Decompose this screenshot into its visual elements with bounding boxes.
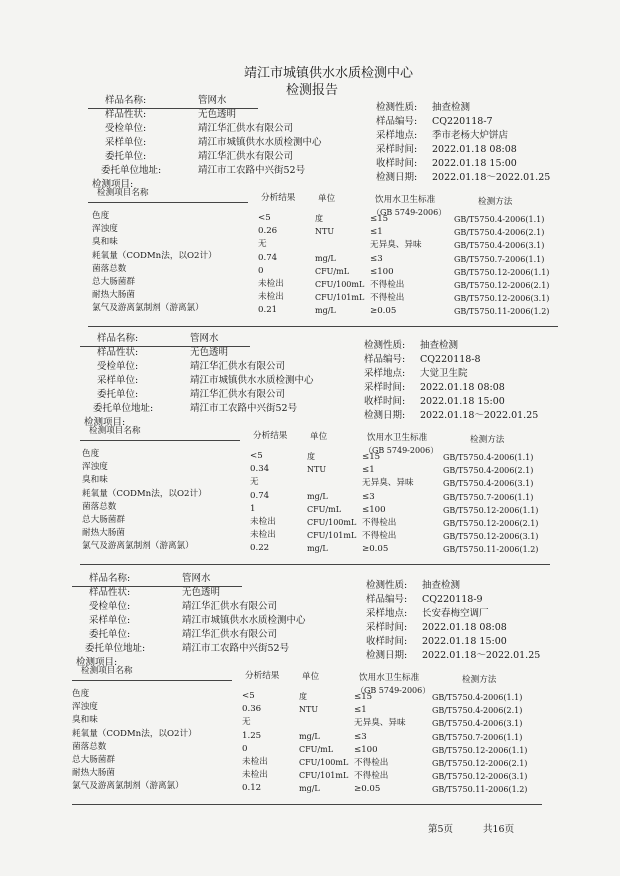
- block-1-item-method: GB/T5750.11-2006(1.2): [454, 307, 550, 317]
- block-2-value-address: 靖江市工农路中兴街52号: [190, 403, 298, 414]
- block-3-label-test-items: 检测项目:: [76, 657, 118, 668]
- block-1-item-name: 耗氧量（CODMn法，以O2计）: [92, 250, 217, 261]
- block-1-label-client-address: 委托单位地址:: [101, 165, 162, 176]
- block-3-item-unit: 度: [299, 692, 307, 701]
- block-1-item-result: 无: [258, 239, 267, 250]
- block-2-item-result: 未检出: [250, 530, 276, 541]
- block-3-item-method: GB/T5750.4-2006(3.1): [432, 719, 523, 729]
- block-2-label-sample-unit: 受检单位:: [97, 361, 139, 372]
- block-1-value-test-date: 2022.01.18～2022.01.25: [432, 172, 551, 183]
- block-2-item-method: GB/T5750.12-2006(2.1): [443, 519, 539, 528]
- block-1-item-name: 浑浊度: [92, 224, 118, 235]
- block-2-item-method: GB/T5750.7-2006(1.1): [443, 492, 534, 502]
- block-3-label-sample-name: 样品名称:: [89, 573, 131, 584]
- block-2-item-standard: 不得检出: [362, 531, 397, 542]
- block-1-header-item: 检测项目名称: [97, 188, 149, 198]
- block-2-item-standard: ≤1: [362, 465, 375, 476]
- block-1-item-method: GB/T5750.4-2006(2.1): [454, 228, 545, 238]
- block-3-item-name: 浑浊度: [72, 702, 98, 713]
- block-2-item-method: GB/T5750.12-2006(1.1): [443, 505, 539, 515]
- block-1-item-result: 0: [258, 265, 264, 276]
- block-3-item-standard: ≥0.05: [354, 784, 381, 795]
- block-2-value-sampler: 靖江市城镇供水水质检测中心: [190, 375, 314, 386]
- block-2-item-method: GB/T5750.12-2006(3.1): [443, 532, 539, 542]
- block-1-header-standard-code: （GB 5749-2006）: [372, 208, 447, 217]
- block-3-item-standard: ≤3: [354, 731, 367, 742]
- block-2-value-receive-time: 2022.01.18 15:00: [420, 396, 505, 407]
- block-3-header-item: 检测项目名称: [81, 666, 133, 676]
- report-title: 检测报告: [286, 83, 339, 98]
- block-2-item-result: 0.74: [250, 490, 270, 501]
- block-2-label-sample-nature: 样品性状:: [97, 347, 139, 358]
- block-2-item-name: 耗氧量（CODMn法，以O2计）: [82, 488, 207, 499]
- block-1-value-receive-time: 2022.01.18 15:00: [432, 158, 517, 169]
- block-1-item-name: 氯气及游离氯制剂（游离氯）: [92, 303, 204, 314]
- block-2-header-item: 检测项目名称: [89, 426, 141, 436]
- block-3-header-unit: 单位: [302, 672, 320, 682]
- block-3-label-sampling-unit: 采样单位:: [89, 615, 131, 626]
- block-2-value-test-nature: 抽查检测: [420, 340, 459, 351]
- block-2-label-sampling-unit: 采样单位:: [97, 375, 139, 386]
- block-1-item-standard: ≤3: [370, 253, 383, 264]
- block-2-header-result: 分析结果: [253, 431, 288, 441]
- block-3-item-name: 臭和味: [72, 715, 98, 726]
- block-3-label-test-nature: 检测性质:: [366, 580, 408, 591]
- block-1-header-standard: 饮用水卫生标准: [375, 195, 436, 205]
- block-3-item-method: GB/T5750.12-2006(3.1): [432, 772, 528, 782]
- block-2-value-nature: 无色透明: [190, 347, 229, 358]
- block-3-item-standard: ≤1: [354, 705, 367, 716]
- block-1-item-unit: mg/L: [315, 253, 336, 263]
- block-2-item-result: 未检出: [250, 517, 276, 527]
- block-3-header-result: 分析结果: [245, 671, 280, 681]
- block-2-item-result: 无: [250, 477, 259, 488]
- block-1-header-unit: 单位: [318, 194, 336, 204]
- block-1-item-result: 未检出: [258, 292, 284, 303]
- block-3-label-client-unit: 委托单位:: [89, 629, 131, 640]
- block-1-item-standard: ≥0.05: [370, 306, 397, 317]
- block-2-item-standard: ≤3: [362, 491, 375, 502]
- block-2-item-result: 0.22: [250, 543, 270, 554]
- block-1-value-sampling-time: 2022.01.18 08:08: [432, 144, 517, 155]
- block-2-header-unit: 单位: [310, 432, 328, 442]
- block-2-item-result: <5: [250, 451, 263, 461]
- block-2-item-name: 耐热大肠菌: [82, 528, 125, 539]
- block-2-label-test-date: 检测日期:: [364, 410, 406, 421]
- block-2-item-name: 总大肠菌群: [82, 515, 125, 525]
- block-1-bottom-rule: [88, 326, 558, 327]
- block-2-item-method: GB/T5750.4-2006(1.1): [443, 453, 534, 462]
- block-3-value-nature: 无色透明: [182, 587, 221, 598]
- block-2-value-sample-no: CQ220118-8: [420, 354, 481, 365]
- block-1-item-method: GB/T5750.12-2006(3.1): [454, 294, 550, 304]
- block-2-label-sampling-time: 采样时间:: [364, 382, 406, 393]
- block-3-item-method: GB/T5750.7-2006(1.1): [432, 732, 523, 742]
- block-1-label-sample-no: 样品编号:: [376, 116, 418, 127]
- page-total: 共16页: [483, 824, 515, 835]
- block-1-item-name: 耐热大肠菌: [92, 290, 135, 301]
- block-1-item-standard: 无异臭、异味: [370, 240, 422, 251]
- block-3-label-sample-no: 样品编号:: [366, 594, 408, 605]
- block-1-value-address: 靖江市工农路中兴街52号: [198, 165, 306, 176]
- block-3-label-sampling-site: 采样地点:: [366, 608, 408, 619]
- block-2-item-unit: CFU/mL: [307, 504, 342, 514]
- block-2-item-standard: 不得检出: [362, 518, 397, 528]
- block-2-label-client-address: 委托单位地址:: [93, 403, 154, 414]
- block-3-item-method: GB/T5750.4-2006(2.1): [432, 706, 523, 716]
- block-1-item-unit: mg/L: [315, 306, 336, 316]
- block-1-label-sampling-site: 采样地点:: [376, 130, 418, 141]
- block-3-header-method: 检测方法: [462, 675, 497, 685]
- block-2-item-unit: NTU: [307, 465, 327, 475]
- block-2-item-result: 0.34: [250, 464, 270, 475]
- block-1-item-unit: 度: [315, 214, 323, 223]
- block-1-item-result: <5: [258, 213, 271, 223]
- block-1-value-unit: 靖江华汇供水有限公司: [198, 123, 294, 134]
- block-2-item-unit: mg/L: [307, 544, 328, 554]
- block-1-item-unit: CFU/mL: [315, 266, 350, 276]
- block-1-value-test-nature: 抽查检测: [432, 102, 471, 113]
- block-3-value-sampler: 靖江市城镇供水水质检测中心: [182, 615, 306, 626]
- block-1-item-name: 色度: [92, 211, 110, 221]
- block-1-value-site: 季市老杨大炉饼店: [432, 130, 509, 141]
- block-1-label-sample-name: 样品名称:: [105, 95, 147, 106]
- block-2-item-standard: ≤100: [362, 504, 386, 515]
- block-3-item-result: <5: [242, 691, 255, 701]
- block-1-header-result: 分析结果: [261, 193, 296, 203]
- block-3-item-result: 0.12: [242, 783, 262, 794]
- block-2-value-sampling-time: 2022.01.18 08:08: [420, 382, 505, 393]
- block-2-label-test-nature: 检测性质:: [364, 340, 406, 351]
- block-3-item-standard: 不得检出: [354, 758, 389, 768]
- block-1-item-standard: 不得检出: [370, 293, 405, 304]
- block-2-label-test-items: 检测项目:: [84, 417, 126, 428]
- block-3-item-name: 氯气及游离氯制剂（游离氯）: [72, 781, 184, 792]
- block-3-value-site: 长安春梅空调厂: [422, 608, 489, 619]
- block-1-label-sample-nature: 样品性状:: [105, 109, 147, 120]
- block-2-item-standard: ≤15: [362, 452, 381, 462]
- block-3-item-name: 总大肠菌群: [72, 755, 115, 765]
- block-3-item-name: 耐热大肠菌: [72, 768, 115, 779]
- block-2-header-standard: 饮用水卫生标准: [367, 433, 428, 443]
- block-3-header-standard: 饮用水卫生标准: [359, 673, 420, 683]
- block-2-item-method: GB/T5750.4-2006(2.1): [443, 466, 534, 476]
- block-1-item-result: 0.74: [258, 252, 278, 263]
- block-1-item-method: GB/T5750.12-2006(1.1): [454, 267, 550, 277]
- block-1-item-unit: CFU/101mL: [315, 293, 365, 303]
- block-3-item-name: 耗氧量（CODMn法，以O2计）: [72, 728, 197, 739]
- block-2-item-unit: 度: [307, 452, 315, 461]
- block-1-item-unit: CFU/100mL: [315, 280, 365, 289]
- block-3-item-standard: 无异臭、异味: [354, 718, 406, 729]
- block-2-item-name: 色度: [82, 449, 100, 459]
- block-1-label-test-date: 检测日期:: [376, 172, 418, 183]
- block-2-label-sample-name: 样品名称:: [97, 333, 139, 344]
- block-3-label-sample-nature: 样品性状:: [89, 587, 131, 598]
- block-2-label-sampling-site: 采样地点:: [364, 368, 406, 379]
- block-1-item-standard: ≤100: [370, 266, 394, 277]
- block-3-item-method: GB/T5750.12-2006(1.1): [432, 745, 528, 755]
- block-1-item-standard: ≤1: [370, 227, 383, 238]
- block-2-item-unit: mg/L: [307, 491, 328, 501]
- block-1-label-receive-time: 收样时间:: [376, 158, 418, 169]
- block-1-header-method: 检测方法: [478, 197, 513, 207]
- block-1-label-test-items: 检测项目:: [92, 179, 134, 190]
- block-3-item-result: 0: [242, 743, 248, 754]
- block-3-item-method: GB/T5750.12-2006(2.1): [432, 759, 528, 768]
- block-1-value-sampler: 靖江市城镇供水水质检测中心: [198, 137, 322, 148]
- block-2-value-site: 大觉卫生院: [420, 368, 468, 379]
- block-3-label-client-address: 委托单位地址:: [85, 643, 146, 654]
- block-2-value-name: 管网水: [190, 333, 219, 344]
- block-2-value-client: 靖江华汇供水有限公司: [190, 389, 286, 400]
- block-1-label-client-unit: 委托单位:: [105, 151, 147, 162]
- block-3-value-unit: 靖江华汇供水有限公司: [182, 601, 278, 612]
- block-3-item-result: 1.25: [242, 730, 262, 741]
- block-2-item-unit: CFU/101mL: [307, 531, 357, 541]
- block-3-label-sampling-time: 采样时间:: [366, 622, 408, 633]
- block-3-header-rule: [72, 680, 232, 681]
- block-3-value-test-nature: 抽查检测: [422, 580, 461, 591]
- block-3-label-test-date: 检测日期:: [366, 650, 408, 661]
- block-2-item-method: GB/T5750.11-2006(1.2): [443, 545, 539, 555]
- block-1-item-unit: NTU: [315, 227, 335, 237]
- block-1-item-result: 0.26: [258, 226, 278, 237]
- block-3-item-unit: CFU/101mL: [299, 771, 349, 781]
- block-1-item-result: 未检出: [258, 279, 284, 289]
- block-2-item-name: 氯气及游离氯制剂（游离氯）: [82, 541, 194, 552]
- block-3-label-sample-unit: 受检单位:: [89, 601, 131, 612]
- block-2-bottom-rule: [80, 564, 550, 565]
- block-2-item-result: 1: [250, 503, 256, 514]
- block-1-label-test-nature: 检测性质:: [376, 102, 418, 113]
- block-2-item-standard: ≥0.05: [362, 544, 389, 555]
- block-3-value-receive-time: 2022.01.18 15:00: [422, 636, 507, 647]
- block-3-value-sampling-time: 2022.01.18 08:08: [422, 622, 507, 633]
- block-1-item-method: GB/T5750.4-2006(3.1): [454, 241, 545, 251]
- block-1-label-sampling-time: 采样时间:: [376, 144, 418, 155]
- block-1-item-method: GB/T5750.12-2006(2.1): [454, 281, 550, 290]
- block-2-label-client-unit: 委托单位:: [97, 389, 139, 400]
- block-1-label-sampling-unit: 采样单位:: [105, 137, 147, 148]
- block-2-label-sample-no: 样品编号:: [364, 354, 406, 365]
- block-3-item-standard: ≤15: [354, 692, 373, 702]
- block-3-value-test-date: 2022.01.18～2022.01.25: [422, 650, 541, 661]
- block-2-header-rule: [80, 440, 240, 441]
- block-3-value-name: 管网水: [182, 573, 211, 584]
- block-3-item-result: 0.36: [242, 704, 262, 715]
- block-3-item-unit: CFU/100mL: [299, 758, 349, 767]
- block-3-bottom-rule: [72, 804, 542, 805]
- block-2-item-name: 菌落总数: [82, 501, 117, 512]
- block-3-item-result: 未检出: [242, 770, 268, 781]
- block-2-header-method: 检测方法: [470, 435, 505, 445]
- block-2-value-unit: 靖江华汇供水有限公司: [190, 361, 286, 372]
- block-3-label-receive-time: 收样时间:: [366, 636, 408, 647]
- block-2-value-test-date: 2022.01.18～2022.01.25: [420, 410, 539, 421]
- block-1-item-method: GB/T5750.4-2006(1.1): [454, 215, 545, 224]
- block-3-value-client: 靖江华汇供水有限公司: [182, 629, 278, 640]
- block-3-header-standard-code: （GB 5749-2006）: [356, 686, 431, 695]
- block-1-value-client: 靖江华汇供水有限公司: [198, 151, 294, 162]
- block-3-item-method: GB/T5750.11-2006(1.2): [432, 785, 528, 795]
- block-3-item-standard: 不得检出: [354, 771, 389, 782]
- block-1-item-standard: 不得检出: [370, 280, 405, 290]
- block-2-item-name: 臭和味: [82, 475, 108, 486]
- block-3-item-name: 菌落总数: [72, 741, 107, 752]
- block-3-item-standard: ≤100: [354, 744, 378, 755]
- block-2-item-name: 浑浊度: [82, 462, 108, 473]
- block-2-header-standard-code: （GB 5749-2006）: [364, 446, 439, 455]
- page-number: 第5页: [428, 824, 454, 835]
- block-2-label-receive-time: 收样时间:: [364, 396, 406, 407]
- org-title: 靖江市城镇供水水质检测中心: [244, 66, 414, 81]
- block-3-item-name: 色度: [72, 689, 90, 699]
- block-3-item-unit: mg/L: [299, 784, 320, 794]
- block-1-item-name: 总大肠菌群: [92, 277, 135, 287]
- block-1-value-name: 管网水: [198, 95, 227, 106]
- block-3-item-method: GB/T5750.4-2006(1.1): [432, 693, 523, 702]
- block-1-value-sample-no: CQ220118-7: [432, 116, 493, 127]
- block-1-item-standard: ≤15: [370, 214, 389, 224]
- block-3-item-unit: CFU/mL: [299, 744, 334, 754]
- block-1-item-name: 菌落总数: [92, 263, 127, 274]
- block-3-item-result: 未检出: [242, 757, 268, 767]
- block-3-value-sample-no: CQ220118-9: [422, 594, 483, 605]
- block-1-item-method: GB/T5750.7-2006(1.1): [454, 254, 545, 264]
- block-2-item-method: GB/T5750.4-2006(3.1): [443, 479, 534, 489]
- block-1-item-result: 0.21: [258, 305, 278, 316]
- block-1-label-sample-unit: 受检单位:: [105, 123, 147, 134]
- block-3-item-unit: NTU: [299, 705, 319, 715]
- block-1-value-nature: 无色透明: [198, 109, 237, 120]
- block-1-header-rule: [88, 202, 248, 203]
- block-3-value-address: 靖江市工农路中兴街52号: [182, 643, 290, 654]
- block-3-item-unit: mg/L: [299, 731, 320, 741]
- block-1-item-name: 臭和味: [92, 237, 118, 248]
- block-3-item-result: 无: [242, 717, 251, 728]
- block-2-item-standard: 无异臭、异味: [362, 478, 414, 489]
- block-2-item-unit: CFU/100mL: [307, 518, 357, 527]
